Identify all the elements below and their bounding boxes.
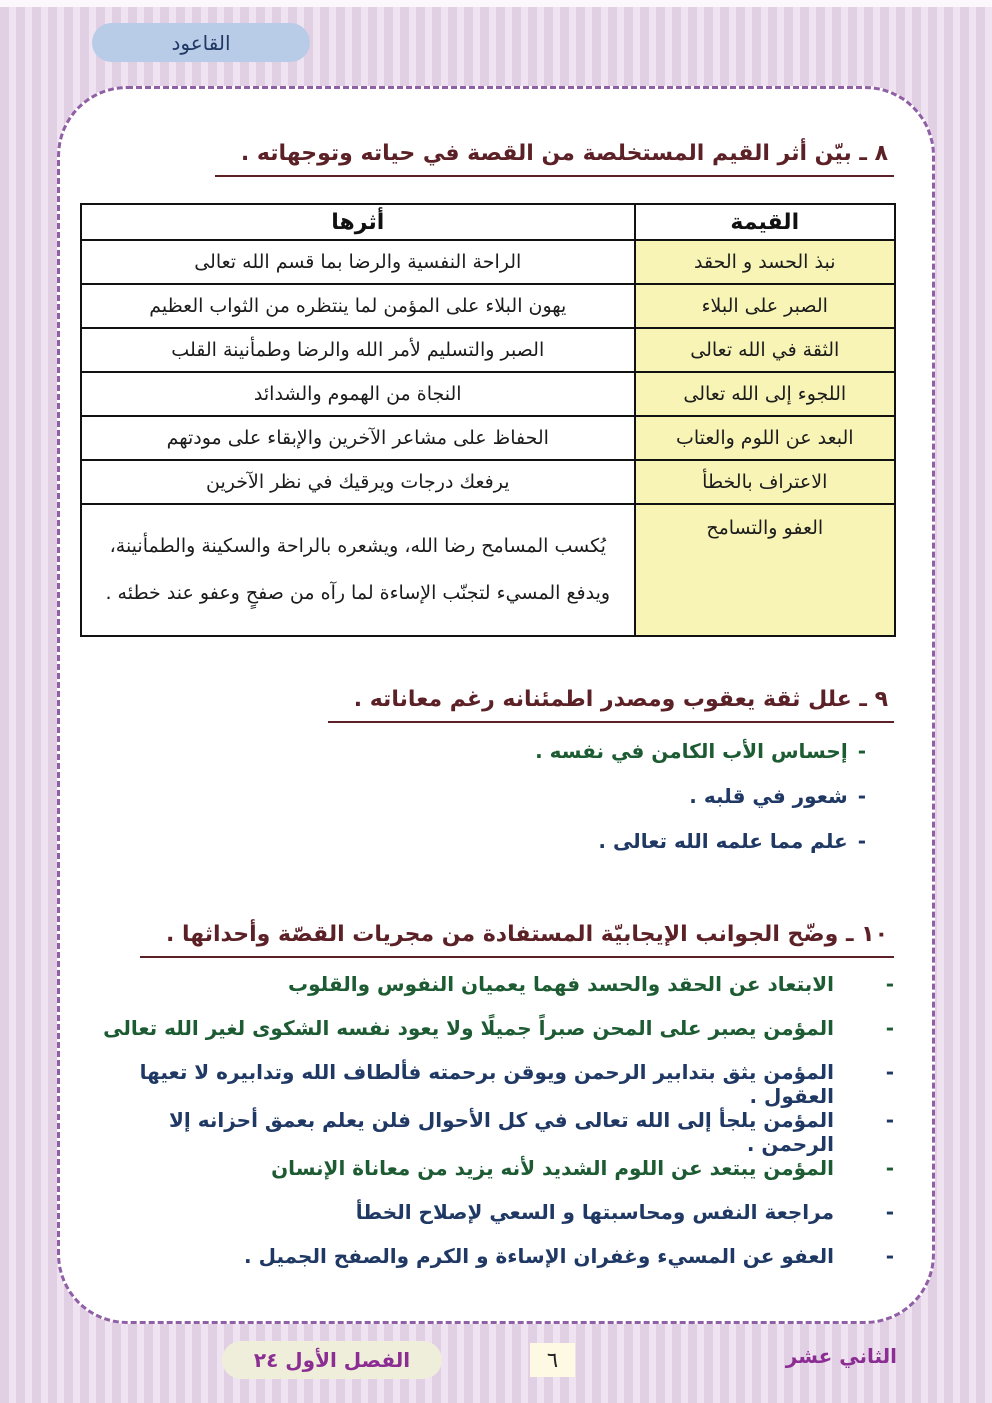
list-item-text: المؤمن يثق بتدابير الرحمن ويوقن برحمته فألطاف الله وتدابيره لا تعيها العقول . [139, 1060, 834, 1108]
value-cell: اللجوء إلى الله تعالى [635, 372, 895, 416]
effect-cell: يُكسب المسامح رضا الله، ويشعره بالراحة والسكينة والطمأنينة، ويدفع المسيء لتجنّب الإساءة لما رآه من صفحٍ وعفو عند خطئه . [81, 504, 635, 636]
table-row [81, 328, 895, 372]
question-10-heading [90, 922, 894, 958]
value-cell: الثقة في الله تعالى [635, 328, 895, 372]
table-header-effect: أثرها [81, 204, 635, 240]
list-item-text: مراجعة النفس ومحاسبتها و السعي لإصلاح الخطأ [355, 1200, 834, 1224]
page-number: ٦ [530, 1343, 575, 1377]
list-item [90, 829, 866, 874]
dash-bullet: - [857, 784, 866, 808]
list-item [90, 1016, 894, 1060]
table-row [81, 504, 895, 636]
list-item-text: إحساس الأب الكامن في نفسه . [535, 739, 848, 763]
dash-bullet: - [857, 739, 866, 763]
table-row [81, 240, 895, 284]
worksheet-card [57, 86, 935, 1324]
dash-bullet: - [885, 1156, 894, 1180]
dash-bullet: - [885, 1244, 894, 1268]
page-footer [0, 1338, 992, 1403]
dash-bullet: - [885, 1108, 894, 1132]
question-9-heading [90, 687, 894, 723]
effect-cell: النجاة من الهموم والشدائد [81, 372, 635, 416]
effect-cell: يرفعك درجات ويرقيك في نظر الآخرين [81, 460, 635, 504]
term-pill-label: الفصل الأول ٢٤ [253, 1348, 411, 1372]
table-row [81, 460, 895, 504]
list-item-text: شعور في قلبه . [689, 784, 848, 808]
list-item-text: علم مما علمه الله تعالى . [598, 829, 848, 853]
effect-cell: الراحة النفسية والرضا بما قسم الله تعالى [81, 240, 635, 284]
list-item [90, 1200, 894, 1244]
term-pill [222, 1341, 442, 1379]
list-item [90, 972, 894, 1016]
list-item-text: المؤمن يبتعد عن اللوم الشديد لأنه يزيد من معاناة الإنسان [271, 1156, 834, 1180]
table-row [81, 416, 895, 460]
dash-bullet: - [885, 1200, 894, 1224]
lesson-title-label: القاعود [171, 30, 231, 55]
dash-bullet: - [885, 1016, 894, 1040]
dash-bullet: - [885, 1060, 894, 1084]
list-item [90, 784, 866, 829]
question-9-heading-text: ٩ ـ علل ثقة يعقوب ومصدر اطمئنانه رغم معاناته . [328, 687, 894, 723]
table-header-value: القيمة [635, 204, 895, 240]
list-item-text: الابتعاد عن الحقد والحسد فهما يعميان النفوس والقلوب [288, 972, 834, 996]
table-row [81, 284, 895, 328]
question-8-heading-text: ٨ ـ بيّن أثر القيم المستخلصة من القصة في حياته وتوجهاته . [215, 141, 894, 177]
list-item-text: المؤمن يلجأ إلى الله تعالى في كل الأحوال فلن يعلم بعمق أحزانه إلا الرحمن . [169, 1108, 834, 1156]
grade-label: الثاني عشر [785, 1344, 897, 1368]
value-cell: الاعتراف بالخطأ [635, 460, 895, 504]
list-item [90, 1244, 894, 1288]
table-row [81, 372, 895, 416]
value-cell: البعد عن اللوم والعتاب [635, 416, 895, 460]
list-item-text: المؤمن يصبر على المحن صبراً جميلًا ولا يعود نفسه الشكوى لغير الله تعالى [103, 1016, 834, 1040]
list-item [90, 1108, 894, 1156]
dash-bullet: - [885, 972, 894, 996]
table-header-row [81, 204, 895, 240]
values-effects-table [80, 203, 896, 637]
list-item [90, 739, 866, 784]
value-cell: نبذ الحسد و الحقد [635, 240, 895, 284]
value-cell: الصبر على البلاء [635, 284, 895, 328]
dash-bullet: - [857, 829, 866, 853]
list-item [90, 1060, 894, 1108]
question-8-heading [90, 141, 894, 177]
question-10-heading-text: ١٠ ـ وضّح الجوانب الإيجابيّة المستفادة من مجريات القصّة وأحداثها . [140, 922, 894, 958]
list-item-text: العفو عن المسيء وغفران الإساءة و الكرم والصفح الجميل . [244, 1244, 834, 1268]
question-9-answers [90, 739, 866, 874]
lesson-title-pill [92, 23, 310, 62]
question-10-answers [90, 972, 894, 1288]
effect-cell: يهون البلاء على المؤمن لما ينتظره من الثواب العظيم [81, 284, 635, 328]
effect-cell: الصبر والتسليم لأمر الله والرضا وطمأنينة القلب [81, 328, 635, 372]
effect-cell: الحفاظ على مشاعر الآخرين والإبقاء على مودتهم [81, 416, 635, 460]
list-item [90, 1156, 894, 1200]
value-cell: العفو والتسامح [635, 504, 895, 636]
